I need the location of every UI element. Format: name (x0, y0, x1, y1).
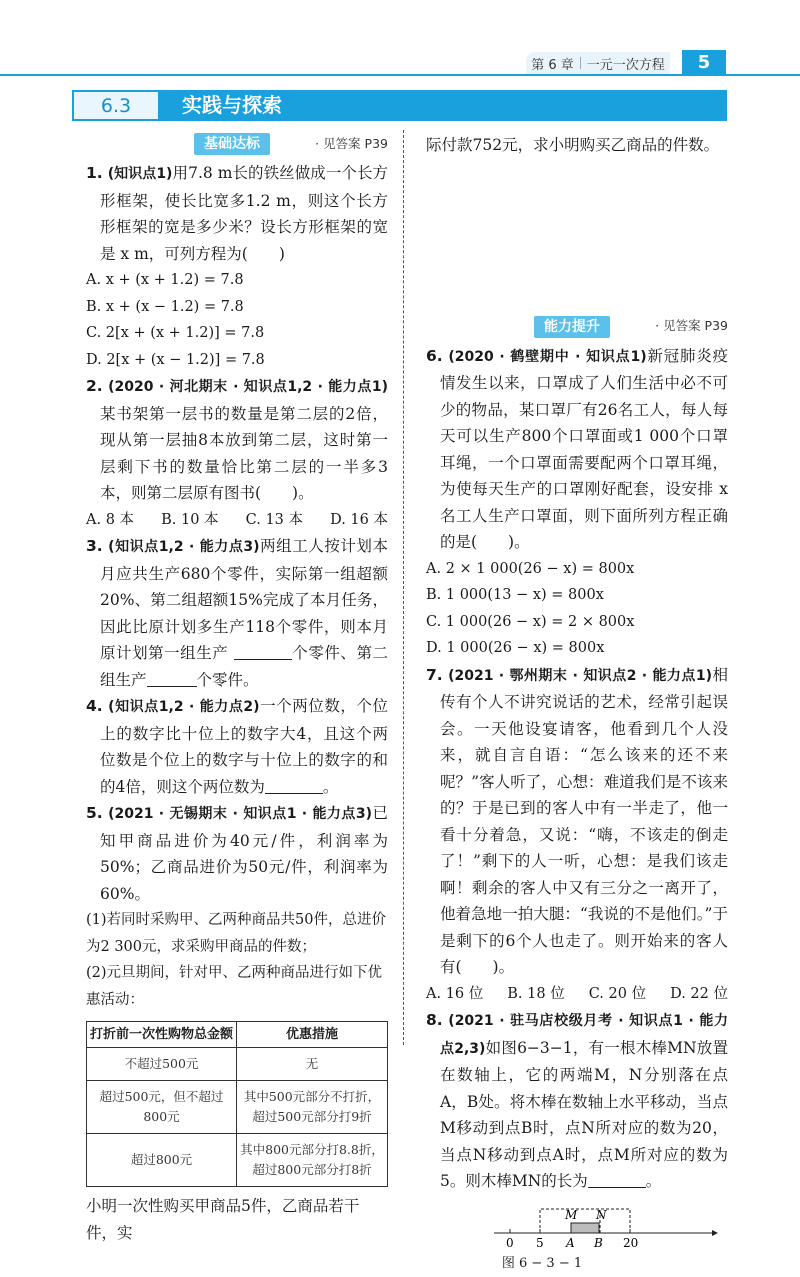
option-b: B. x + (x − 1.2) = 7.8 (86, 294, 388, 321)
label-b: B (593, 1236, 603, 1250)
right-column (426, 132, 728, 1277)
label-5: 5 (536, 1236, 544, 1250)
chapter-title: 一元一次方程 (587, 54, 665, 73)
label-20: 20 (623, 1236, 638, 1250)
spacer (426, 159, 728, 315)
question-number: 2. (86, 377, 103, 395)
column-divider (403, 130, 404, 1045)
question-text-end: 。 (646, 1172, 662, 1190)
question-1 (86, 160, 388, 267)
question-number: 3. (86, 537, 103, 555)
table-row (87, 1081, 388, 1134)
option-d: D. 16 本 (330, 507, 388, 534)
chapter-separator (580, 57, 581, 69)
label-n: N (595, 1208, 607, 1222)
option-a: A. 16 位 (426, 981, 483, 1008)
basic-answer-ref: · 见答案 P39 (315, 131, 388, 158)
question-5 (86, 800, 388, 907)
number-line-figure (426, 1197, 728, 1251)
question-text: 新冠肺炎疫情发生以来，口罩成了人们生活中必不可少的物品，某口罩厂有26名工人，每人每天可以生产800个口罩面或1 000个口罩耳绳，一个口罩面需要配两个口罩耳绳，为使每天生产的口罩刚好配套，设安排 x 名工人生产口罩面，则下面所列方程正确的是( )。 (440, 347, 728, 552)
section-title: 实践与探索 (182, 92, 282, 119)
question-source: (2020 · 鹤壁期中 · 知识点1) (448, 349, 646, 365)
question-text: 用7.8 m长的铁丝做成一个长方形框架，使长比宽多1.2 m，则这个长方形框架的宽是多少米？设长方形框架的宽是 x m，可列方程为( ) (100, 164, 388, 263)
question-text-mid: 个零件、第二组生产 (100, 644, 388, 689)
option-b: B. 18 位 (507, 981, 564, 1008)
chapter-tab (526, 52, 670, 74)
answer-blank[interactable] (147, 673, 197, 687)
table-row (87, 1134, 388, 1187)
option-d: D. 2[x + (x − 1.2)] = 7.8 (86, 347, 388, 374)
question-source: (2021 · 无锡期末 · 知识点1 · 能力点3) (108, 806, 372, 822)
table-cell: 无 (237, 1048, 388, 1081)
option-a: A. 2 × 1 000(26 − x) = 800x (426, 556, 728, 583)
option-d: D. 1 000(26 − x) = 800x (426, 635, 728, 662)
option-c: C. 20 位 (589, 981, 646, 1008)
table-header-row (87, 1022, 388, 1048)
label-0: 0 (506, 1236, 514, 1250)
question-8 (426, 1007, 728, 1195)
question-source: (2020 · 河北期末 · 知识点1,2 · 能力点1) (108, 379, 388, 395)
header-rule (0, 74, 800, 76)
question-7 (426, 662, 728, 981)
section-number: 6.3 (72, 90, 160, 121)
options-row (426, 981, 728, 1008)
table-cell: 其中800元部分打8.8折，超过800元部分打8折 (237, 1134, 388, 1187)
option-b: B. 1 000(13 − x) = 800x (426, 582, 728, 609)
answer-blank[interactable] (234, 646, 292, 660)
option-a: A. 8 本 (86, 507, 134, 534)
table-cell: 超过800元 (87, 1134, 237, 1187)
option-d: D. 22 位 (670, 981, 728, 1008)
question-text: 已知甲商品进价为40元/件，利润率为50%；乙商品进价为50元/件，利润率为60%。 (100, 804, 388, 903)
axis-arrow (712, 1230, 718, 1236)
advanced-section-header (426, 315, 728, 339)
table-cell: 其中500元部分不打折，超过500元部分打9折 (237, 1081, 388, 1134)
question-text-end: 。 (323, 778, 339, 796)
left-column (86, 132, 388, 1246)
options-row (86, 507, 388, 534)
question-4 (86, 693, 388, 800)
option-c: C. 13 本 (246, 507, 303, 534)
question-6 (426, 343, 728, 556)
question-source: (知识点1,2 · 能力点3) (108, 539, 259, 555)
number-line-svg (490, 1197, 720, 1251)
question-text: 某书架第一层书的数量是第二层的2倍，现从第一层抽8本放到第二层，这时第一层剩下书的数量恰比第二层的一半多3本，则第二层原有图书( )。 (100, 405, 388, 503)
label-m: M (564, 1208, 578, 1222)
question-5-tail-a: 小明一次性购买甲商品5件，乙商品若干件，实 (86, 1193, 388, 1246)
figure-caption: 图 6 − 3 − 1 (356, 1251, 728, 1277)
question-number: 6. (426, 347, 443, 365)
question-source: (2021 · 驻马店校级月考 · 知识点1 · 能力点2,3) (440, 1013, 728, 1057)
advanced-section-badge: 能力提升 (534, 316, 610, 338)
question-text: 一个两位数，个位上的数字比十位上的数字大4，且这个两位数是个位上的数字与十位上的数字的和的4倍，则这个两位数为 (100, 697, 388, 796)
question-source: (2021 · 鄂州期末 · 知识点2 · 能力点1) (448, 668, 712, 684)
table-cell: 超过500元，但不超过800元 (87, 1081, 237, 1134)
question-text-end: 个零件。 (197, 671, 259, 689)
question-text: 相传有个人不讲究说话的艺术，经常引起误会。一天他设宴请客，他看到几个人没来，就自言自语：“怎么该来的还不来呢？”客人听了，心想：难道我们是不该来的？于是已到的客人中有一半走了，他一看十分着急，又说：“嗨，不该走的倒走了！”剩下的人一听，心想：是我们该走啊！剩余的客人中又有三分之一离开了，他着急地一拍大腿：“我说的不是他们。”于是剩下的6个人也走了。则开始来的客人有( )。 (440, 666, 728, 977)
question-2 (86, 373, 388, 507)
answer-blank[interactable] (265, 780, 323, 794)
option-b: B. 10 本 (161, 507, 218, 534)
table-header: 优惠措施 (237, 1022, 388, 1048)
question-source: (知识点1) (108, 166, 173, 182)
option-a: A. x + (x + 1.2) = 7.8 (86, 267, 388, 294)
question-5-part-2: (2)元旦期间，针对甲、乙两种商品进行如下优惠活动： (86, 960, 388, 1013)
question-text: 如图6−3−1，有一根木棒MN放置在数轴上，它的两端M，N分别落在点A，B处。将木棒在数轴上水平移动，当点M移动到点B时，点N所对应的数为20，当点N移动到点A时，点M所对应的数为5。则木棒MN的长为 (440, 1039, 728, 1191)
table-cell: 不超过500元 (87, 1048, 237, 1081)
option-c: C. 1 000(26 − x) = 2 × 800x (426, 609, 728, 636)
basic-section-header (86, 132, 388, 156)
question-text: 两组工人按计划本月应共生产680个零件，实际第一组超额20%、第二组超额15%完成了本月任务，因此比原计划多生产118个零件，则本月原计划第一组生产 (100, 537, 388, 662)
label-a: A (565, 1236, 575, 1250)
question-number: 1. (86, 164, 103, 182)
chapter-label: 第 6 章 (531, 54, 574, 73)
question-source: (知识点1,2 · 能力点2) (108, 699, 259, 715)
table-header: 打折前一次性购物总金额 (87, 1022, 237, 1048)
question-number: 7. (426, 666, 443, 684)
page-number: 5 (682, 50, 726, 74)
question-3 (86, 533, 388, 693)
rod-mn (571, 1223, 599, 1233)
table-row (87, 1048, 388, 1081)
basic-section-badge: 基础达标 (194, 133, 270, 155)
advanced-answer-ref: · 见答案 P39 (655, 313, 728, 340)
question-5-part-1: (1)若同时采购甲、乙两种商品共50件，总进价为2 300元，求采购甲商品的件数； (86, 907, 388, 960)
question-number: 5. (86, 804, 103, 822)
question-number: 8. (426, 1011, 443, 1029)
question-5-tail-b: 际付款752元，求小明购买乙商品的件数。 (426, 132, 728, 159)
question-number: 4. (86, 697, 103, 715)
option-c: C. 2[x + (x + 1.2)] = 7.8 (86, 320, 388, 347)
answer-blank[interactable] (588, 1174, 646, 1188)
discount-table (86, 1021, 388, 1187)
